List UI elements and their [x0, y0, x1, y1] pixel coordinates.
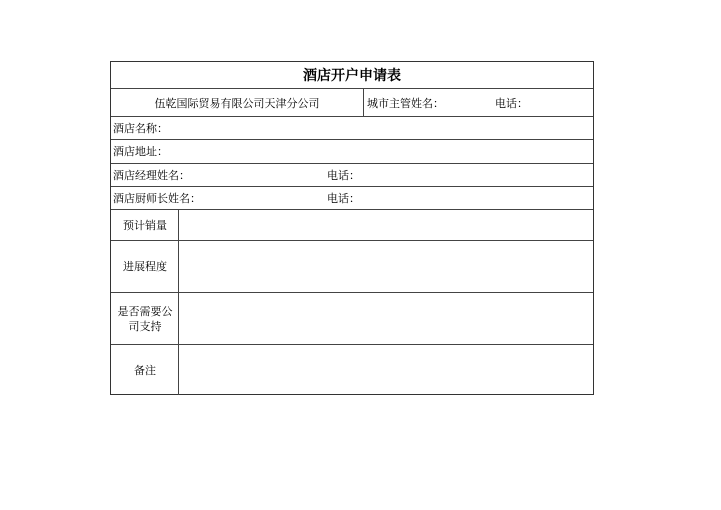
progress-label: 进展程度 [123, 260, 167, 273]
city-manager-phone-label: 电话： [495, 97, 528, 110]
hotel-manager-name-label: 酒店经理姓名： [113, 169, 190, 182]
chef-phone-label: 电话： [327, 192, 360, 205]
hotel-account-application-form [110, 61, 594, 395]
divider [111, 116, 593, 117]
progress-field[interactable] [179, 241, 593, 292]
hotel-manager-phone-label: 电话： [327, 169, 360, 182]
hotel-name-label: 酒店名称： [113, 122, 168, 135]
divider [363, 88, 364, 116]
chef-name-label: 酒店厨师长姓名： [113, 192, 201, 205]
company-support-field[interactable] [179, 293, 593, 344]
remarks-label: 备注 [134, 363, 156, 377]
city-manager-label: 城市主管姓名： [367, 97, 444, 110]
company-name: 伍乾国际贸易有限公司天津分公司 [154, 97, 320, 110]
company-support-label: 是否需要公司支持 [117, 304, 173, 333]
divider [111, 163, 593, 164]
expected-sales-label: 预计销量 [123, 218, 167, 232]
form-title: 酒店开户申请表 [303, 68, 401, 84]
divider [111, 139, 593, 140]
hotel-address-label: 酒店地址： [113, 145, 168, 158]
remarks-field[interactable] [179, 345, 593, 395]
divider [111, 186, 593, 187]
divider [111, 88, 593, 89]
expected-sales-field[interactable] [179, 210, 593, 240]
